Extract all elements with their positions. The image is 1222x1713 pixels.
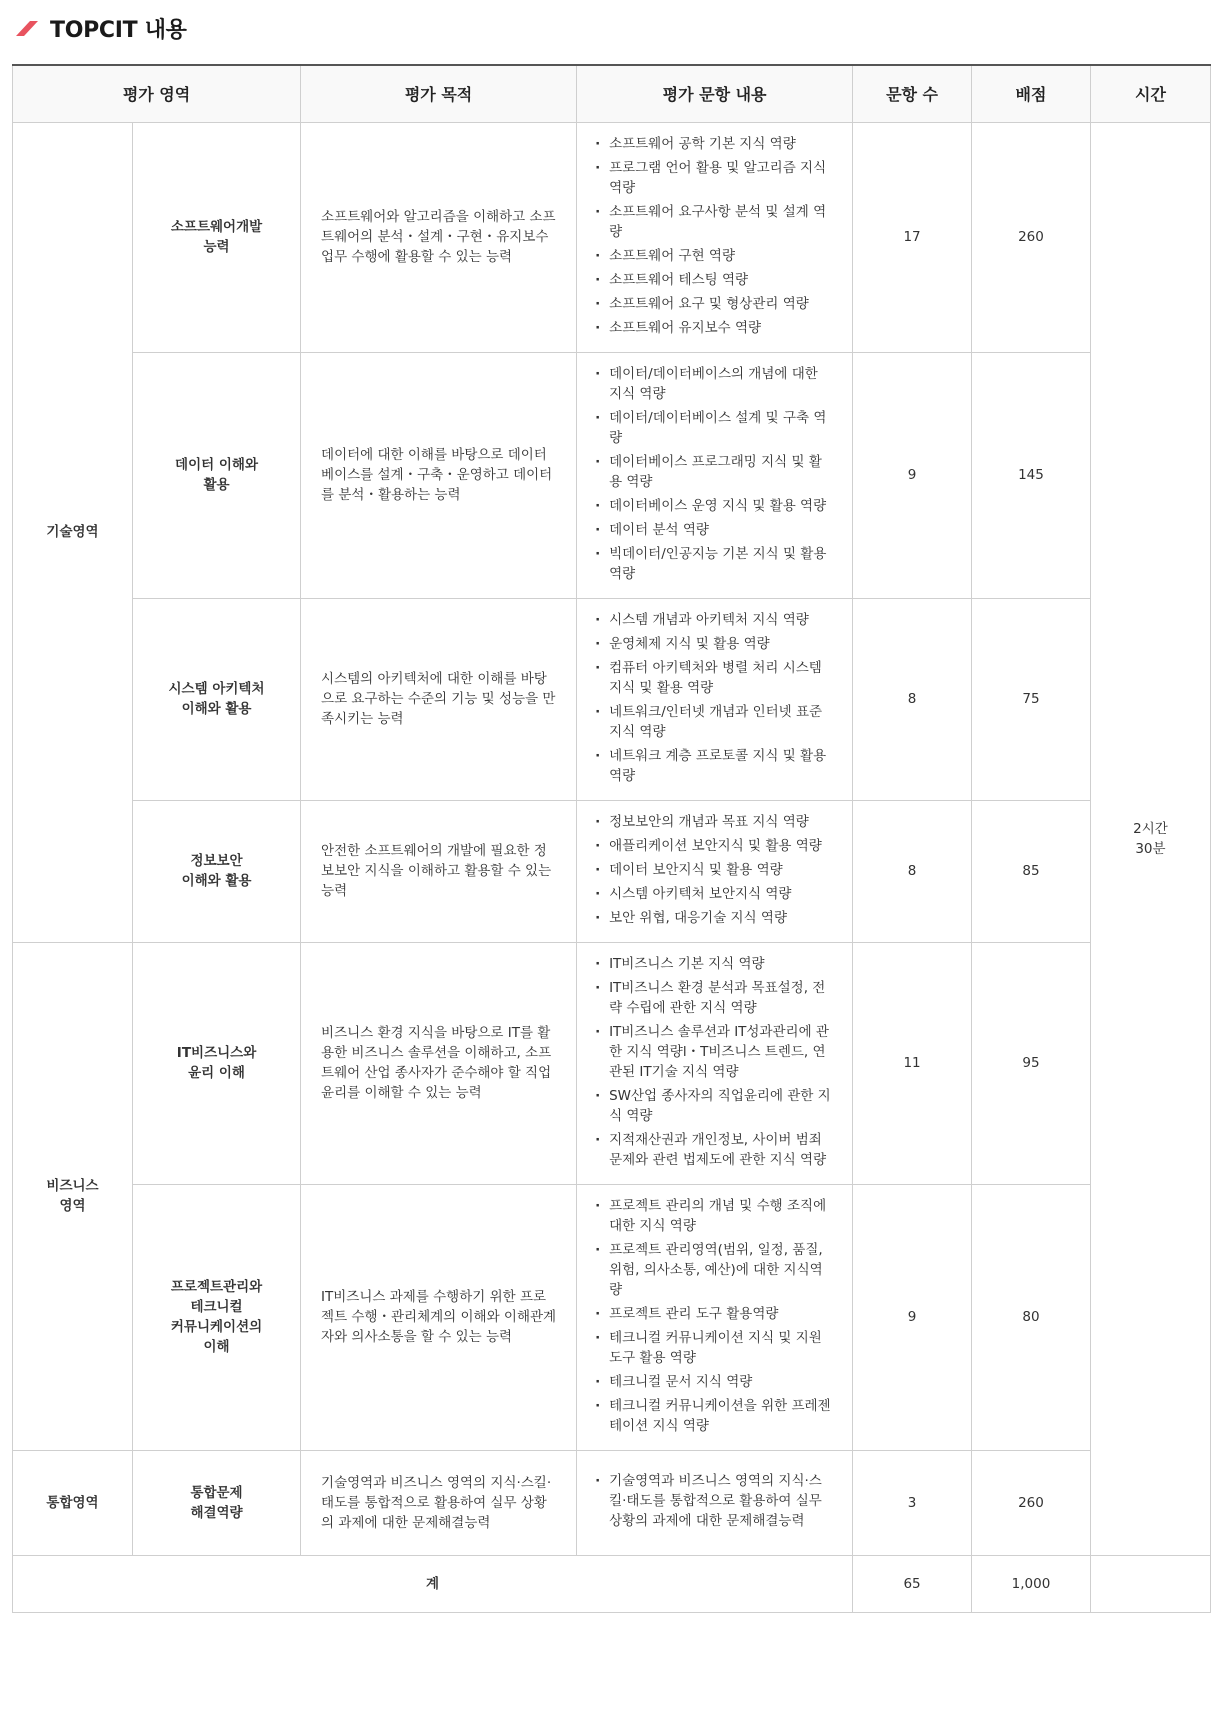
- time-cell: 2시간 30분: [1090, 122, 1210, 1555]
- list-item: · 데이터베이스 운영 지식 및 활용 역량: [595, 496, 834, 516]
- score-cell: 260: [972, 122, 1091, 352]
- contents-list: [595, 954, 834, 1170]
- slash-accent-icon: [14, 19, 40, 37]
- contents-cell: [577, 1450, 853, 1555]
- list-item: · 기술영역과 비즈니스 영역의 지식·스킬·태도를 통합적으로 활용하여 실무상황의 과제에 대한 문제해결능력: [595, 1471, 834, 1531]
- question-count-cell: 11: [853, 942, 972, 1184]
- sub-area-cell: 통합문제 해결역량: [133, 1450, 301, 1555]
- list-item: · 테크니컬 커뮤니케이션을 위한 프레젠테이션 지식 역량: [595, 1396, 834, 1436]
- total-row: [13, 1555, 1211, 1612]
- table-row: [13, 942, 1211, 1184]
- contents-list: [595, 812, 834, 928]
- purpose-cell: 기술영역과 비즈니스 영역의 지식·스킬·태도를 통합적으로 활용하여 실무 상황의 과제에 대한 문제해결능력: [301, 1450, 577, 1555]
- table-header-row: [13, 65, 1211, 122]
- question-count-cell: 9: [853, 1184, 972, 1450]
- table-row: [13, 352, 1211, 598]
- sub-area-cell: 소프트웨어개발 능력: [133, 122, 301, 352]
- header-area: 평가 영역: [13, 65, 301, 122]
- sub-area-cell: 프로젝트관리와 테크니컬 커뮤니케이션의 이해: [133, 1184, 301, 1450]
- sub-area-cell: 데이터 이해와 활용: [133, 352, 301, 598]
- score-cell: 80: [972, 1184, 1091, 1450]
- list-item: · SW산업 종사자의 직업윤리에 관한 지식 역량: [595, 1086, 834, 1126]
- list-item: · 프로젝트 관리 도구 활용역량: [595, 1304, 834, 1324]
- page-header: [14, 8, 187, 48]
- purpose-cell: 안전한 소프트웨어의 개발에 필요한 정보보안 지식을 이해하고 활용할 수 있는 능력: [301, 800, 577, 942]
- score-cell: 85: [972, 800, 1091, 942]
- contents-list: [595, 1471, 834, 1531]
- question-count-cell: 8: [853, 800, 972, 942]
- total-score: 1,000: [972, 1555, 1091, 1612]
- area-name-cell: 기술영역: [13, 122, 133, 942]
- contents-list: [595, 134, 834, 338]
- list-item: · 네트워크/인터넷 개념과 인터넷 표준 지식 역량: [595, 702, 834, 742]
- table-row: [13, 1450, 1211, 1555]
- list-item: · 시스템 아키텍처 보안지식 역량: [595, 884, 834, 904]
- total-count: 65: [853, 1555, 972, 1612]
- contents-cell: [577, 800, 853, 942]
- list-item: · IT비즈니스 기본 지식 역량: [595, 954, 834, 974]
- question-count-cell: 17: [853, 122, 972, 352]
- list-item: · 소프트웨어 테스팅 역량: [595, 270, 834, 290]
- contents-list: [595, 1196, 834, 1436]
- total-time-empty: [1090, 1555, 1210, 1612]
- list-item: · 테크니컬 문서 지식 역량: [595, 1372, 834, 1392]
- list-item: · 프로그램 언어 활용 및 알고리즘 지식 역량: [595, 158, 834, 198]
- list-item: · 컴퓨터 아키텍처와 병렬 처리 시스템 지식 및 활용 역량: [595, 658, 834, 698]
- contents-cell: [577, 942, 853, 1184]
- list-item: · 데이터 분석 역량: [595, 520, 834, 540]
- list-item: · 프로젝트 관리영역(범위, 일정, 품질, 위험, 의사소통, 예산)에 대한 지식역량: [595, 1240, 834, 1300]
- purpose-cell: 데이터에 대한 이해를 바탕으로 데이터베이스를 설계・구축・운영하고 데이터를 분석・활용하는 능력: [301, 352, 577, 598]
- list-item: · 소프트웨어 구현 역량: [595, 246, 834, 266]
- sub-area-cell: 정보보안 이해와 활용: [133, 800, 301, 942]
- header-count: 문항 수: [853, 65, 972, 122]
- purpose-cell: 소프트웨어와 알고리즘을 이해하고 소프트웨어의 분석・설계・구현・유지보수 업무 수행에 활용할 수 있는 능력: [301, 122, 577, 352]
- list-item: · 데이터/데이터베이스의 개념에 대한 지식 역량: [595, 364, 834, 404]
- list-item: · IT비즈니스 환경 분석과 목표설정, 전략 수립에 관한 지식 역량: [595, 978, 834, 1018]
- list-item: · 보안 위협, 대응기술 지식 역량: [595, 908, 834, 928]
- area-name-cell: 비즈니스 영역: [13, 942, 133, 1450]
- table-row: [13, 800, 1211, 942]
- table-row: [13, 122, 1211, 352]
- purpose-cell: IT비즈니스 과제를 수행하기 위한 프로젝트 수행・관리체계의 이해와 이해관계자와 의사소통을 할 수 있는 능력: [301, 1184, 577, 1450]
- question-count-cell: 3: [853, 1450, 972, 1555]
- list-item: · 시스템 개념과 아키텍처 지식 역량: [595, 610, 834, 630]
- purpose-cell: 시스템의 아키텍처에 대한 이해를 바탕으로 요구하는 수준의 기능 및 성능을 만족시키는 능력: [301, 598, 577, 800]
- contents-cell: [577, 352, 853, 598]
- list-item: · 애플리케이션 보안지식 및 활용 역량: [595, 836, 834, 856]
- table-row: [13, 598, 1211, 800]
- sub-area-cell: 시스템 아키텍처 이해와 활용: [133, 598, 301, 800]
- contents-cell: [577, 122, 853, 352]
- purpose-cell: 비즈니스 환경 지식을 바탕으로 IT를 활용한 비즈니스 솔루션을 이해하고, 소프트웨어 산업 종사자가 준수해야 할 직업윤리를 이해할 수 있는 능력: [301, 942, 577, 1184]
- list-item: · 소프트웨어 공학 기본 지식 역량: [595, 134, 834, 154]
- contents-cell: [577, 598, 853, 800]
- list-item: · 테크니컬 커뮤니케이션 지식 및 지원 도구 활용 역량: [595, 1328, 834, 1368]
- list-item: · 소프트웨어 유지보수 역량: [595, 318, 834, 338]
- list-item: · 운영체제 지식 및 활용 역량: [595, 634, 834, 654]
- contents-list: [595, 610, 834, 786]
- list-item: · 정보보안의 개념과 목표 지식 역량: [595, 812, 834, 832]
- header-purpose: 평가 목적: [301, 65, 577, 122]
- contents-cell: [577, 1184, 853, 1450]
- list-item: · 데이터/데이터베이스 설계 및 구축 역량: [595, 408, 834, 448]
- score-cell: 75: [972, 598, 1091, 800]
- score-cell: 260: [972, 1450, 1091, 1555]
- list-item: · 데이터베이스 프로그래밍 지식 및 활용 역량: [595, 452, 834, 492]
- list-item: · 소프트웨어 요구 및 형상관리 역량: [595, 294, 834, 314]
- header-score: 배점: [972, 65, 1091, 122]
- list-item: · 프로젝트 관리의 개념 및 수행 조직에 대한 지식 역량: [595, 1196, 834, 1236]
- total-label: 계: [13, 1555, 853, 1612]
- score-cell: 95: [972, 942, 1091, 1184]
- list-item: · 소프트웨어 요구사항 분석 및 설계 역량: [595, 202, 834, 242]
- header-time: 시간: [1090, 65, 1210, 122]
- question-count-cell: 9: [853, 352, 972, 598]
- area-name-cell: 통합영역: [13, 1450, 133, 1555]
- topcit-content-table: [12, 64, 1211, 1613]
- question-count-cell: 8: [853, 598, 972, 800]
- list-item: · 네트워크 계층 프로토콜 지식 및 활용 역량: [595, 746, 834, 786]
- page-title: TOPCIT 내용: [50, 17, 187, 43]
- list-item: · 데이터 보안지식 및 활용 역량: [595, 860, 834, 880]
- table-row: [13, 1184, 1211, 1450]
- score-cell: 145: [972, 352, 1091, 598]
- contents-list: [595, 364, 834, 584]
- list-item: · 빅데이터/인공지능 기본 지식 및 활용 역량: [595, 544, 834, 584]
- header-contents: 평가 문항 내용: [577, 65, 853, 122]
- list-item: · 지적재산권과 개인정보, 사이버 범죄 문제와 관련 법제도에 관한 지식 역량: [595, 1130, 834, 1170]
- list-item: · IT비즈니스 솔루션과 IT성과관리에 관한 지식 역량l・T비즈니스 트렌드, 연관된 IT기술 지식 역량: [595, 1022, 834, 1082]
- sub-area-cell: IT비즈니스와 윤리 이해: [133, 942, 301, 1184]
